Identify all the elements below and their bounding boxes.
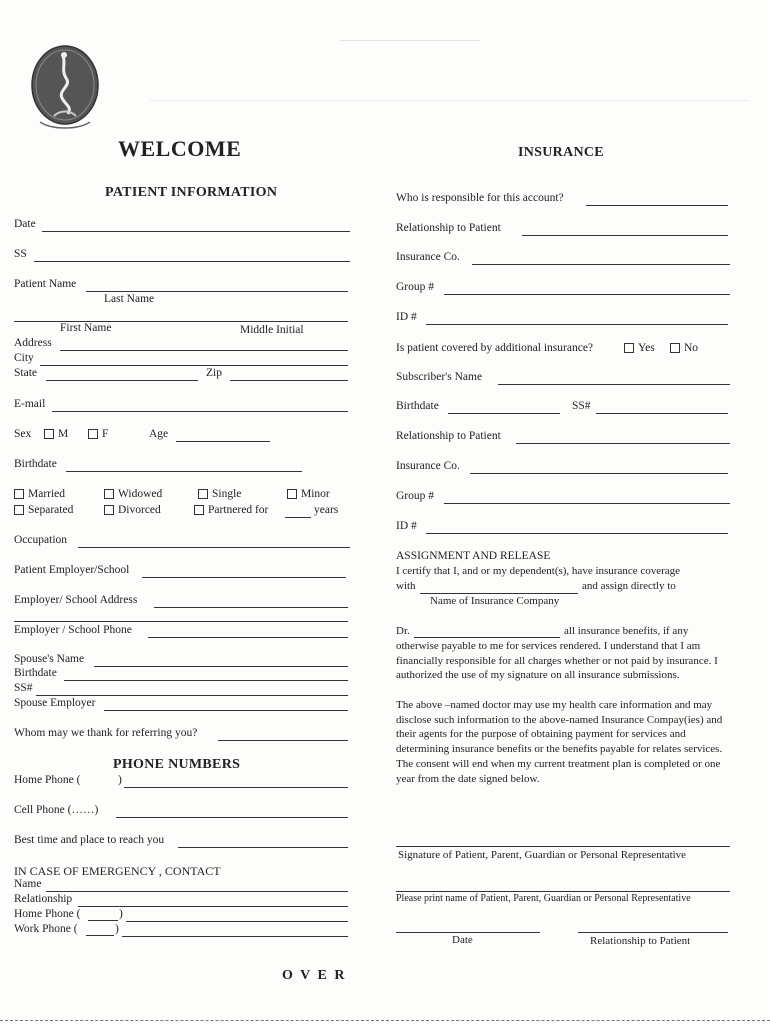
- ins-birthdate-label: Birthdate: [396, 400, 439, 412]
- insurance-co-1-label: Insurance Co.: [396, 251, 460, 263]
- separated-option[interactable]: [14, 504, 73, 516]
- relationship-2-label: Relationship to Patient: [396, 430, 501, 442]
- last-name-caption: Last Name: [104, 293, 155, 305]
- city-field[interactable]: [40, 365, 348, 366]
- emergency-name-label: Name: [14, 878, 42, 890]
- patient-info-heading: PATIENT INFORMATION: [105, 185, 278, 200]
- all-benefits-text: all insurance benefits, if any: [564, 625, 689, 637]
- relationship-sign-field[interactable]: [578, 932, 728, 933]
- widowed-option[interactable]: [104, 488, 162, 500]
- logo-seal-icon: [28, 44, 102, 132]
- single-option[interactable]: [198, 488, 241, 500]
- employer-phone-label: Employer / School Phone: [14, 624, 132, 636]
- date-label: Date: [14, 218, 36, 230]
- checkbox-icon: [194, 505, 204, 515]
- checkbox-icon: [104, 505, 114, 515]
- signature-caption: Signature of Patient, Parent, Guardian or Personal Representative: [398, 849, 687, 861]
- responsible-label: Who is responsible for this account?: [396, 192, 564, 204]
- employer-school-field[interactable]: [142, 577, 346, 578]
- insurance-co-1-field[interactable]: [472, 264, 730, 265]
- emergency-work-area-field[interactable]: [86, 935, 114, 936]
- employer-address-field[interactable]: [154, 607, 348, 608]
- insurance-company-field[interactable]: [420, 593, 578, 594]
- sex-f-label: F: [102, 428, 109, 440]
- single-label: Single: [212, 488, 242, 500]
- cell-phone-label: Cell Phone (……): [14, 804, 99, 816]
- subscriber-label: Subscriber's Name: [396, 371, 483, 383]
- assignment-heading: ASSIGNMENT AND RELEASE: [396, 550, 551, 562]
- relationship-1-field[interactable]: [522, 235, 728, 236]
- doctor-name-field[interactable]: [414, 637, 560, 638]
- over-text: O V E R: [282, 968, 347, 983]
- print-name-field[interactable]: [396, 891, 730, 892]
- subscriber-field[interactable]: [498, 384, 730, 385]
- dr-label: Dr.: [396, 625, 410, 637]
- spouse-name-field[interactable]: [94, 666, 348, 667]
- first-name-caption: First Name: [60, 322, 112, 334]
- married-option[interactable]: [14, 488, 65, 500]
- insurance-heading: INSURANCE: [518, 145, 604, 160]
- checkbox-icon: [88, 429, 98, 439]
- divorced-option[interactable]: [104, 504, 161, 516]
- ins-ss-field[interactable]: [596, 413, 728, 414]
- employer-school-label: Patient Employer/School: [14, 564, 130, 576]
- id-2-field[interactable]: [426, 533, 728, 534]
- occupation-field[interactable]: [78, 547, 350, 548]
- widowed-label: Widowed: [118, 488, 163, 500]
- home-phone-paren: ): [118, 774, 122, 786]
- address-label: Address: [14, 337, 52, 349]
- divorced-label: Divorced: [118, 504, 161, 516]
- spouse-ss-field[interactable]: [36, 695, 348, 696]
- best-time-field[interactable]: [178, 847, 348, 848]
- email-field[interactable]: [52, 411, 348, 412]
- best-time-label: Best time and place to reach you: [14, 834, 165, 846]
- employer-address-field-2[interactable]: [14, 621, 348, 622]
- consent-paragraph: The above –named doctor may use my health care information and may disclose such information to the above-named Insurance Compay(ies) and their agents for the purpose of obtaining payment for services and determining insurance benefits or the benefits payable for relates services. The consent will end when my current treatment plan is completed or one year from the date signed below.: [396, 699, 723, 785]
- minor-option[interactable]: [287, 488, 330, 500]
- state-field[interactable]: [46, 380, 198, 381]
- spouse-birthdate-field[interactable]: [64, 680, 348, 681]
- checkbox-icon: [287, 489, 297, 499]
- sex-m-label: M: [58, 428, 69, 440]
- cell-phone-field[interactable]: [116, 817, 348, 818]
- spouse-employer-field[interactable]: [104, 710, 348, 711]
- faint-header-line: [340, 40, 480, 41]
- married-label: Married: [28, 488, 66, 500]
- middle-initial-caption: Middle Initial: [240, 324, 304, 336]
- additional-insurance-label: Is patient covered by additional insurance?: [396, 342, 594, 354]
- employer-address-label: Employer/ School Address: [14, 594, 138, 606]
- birthdate-field[interactable]: [66, 471, 302, 472]
- release-paragraph: otherwise payable to me for services rendered. I understand that I am financially responsible for all charges whether or not paid by insurance. I authorized the use of my signature on all insurance submissions.: [396, 640, 718, 682]
- state-label: State: [14, 367, 37, 379]
- ss-label: SS: [14, 248, 27, 260]
- clinic-logo: [28, 44, 102, 135]
- partnered-label: Partnered for: [208, 504, 269, 516]
- relationship-3-caption: Relationship to Patient: [590, 935, 691, 947]
- insurance-co-2-label: Insurance Co.: [396, 460, 460, 472]
- checkbox-icon: [14, 489, 24, 499]
- checkbox-icon: [14, 505, 24, 515]
- checkbox-icon: [198, 489, 208, 499]
- minor-label: Minor: [301, 488, 330, 500]
- additional-yes-option[interactable]: [624, 342, 655, 354]
- insurance-co-2-field[interactable]: [470, 473, 728, 474]
- zip-label: Zip: [206, 367, 222, 379]
- checkbox-icon: [624, 343, 634, 353]
- age-label: Age: [149, 428, 169, 440]
- responsible-field[interactable]: [586, 205, 728, 206]
- separated-label: Separated: [28, 504, 74, 516]
- partnered-option[interactable]: [194, 504, 268, 516]
- age-field[interactable]: [176, 441, 270, 442]
- address-field[interactable]: [60, 350, 348, 351]
- spouse-employer-label: Spouse Employer: [14, 697, 96, 709]
- ins-ss-label: SS#: [572, 400, 591, 412]
- name-of-insurance-caption: Name of Insurance Company: [430, 595, 560, 607]
- welcome-title: WELCOME: [118, 136, 242, 161]
- patient-name-label: Patient Name: [14, 278, 77, 290]
- additional-no-option[interactable]: [670, 342, 698, 354]
- group-1-field[interactable]: [444, 294, 730, 295]
- emergency-home-paren: ): [119, 908, 123, 920]
- bottom-edge-line: [0, 1020, 770, 1021]
- employer-phone-field[interactable]: [148, 637, 348, 638]
- signature-field[interactable]: [396, 846, 730, 847]
- referral-label: Whom may we thank for referring you?: [14, 727, 198, 739]
- group-2-label: Group #: [396, 490, 435, 502]
- partnered-years-field[interactable]: [285, 517, 311, 518]
- home-phone-field[interactable]: [124, 787, 348, 788]
- sex-f-option[interactable]: [88, 428, 108, 440]
- years-label: years: [314, 504, 339, 516]
- emergency-work-paren: ): [115, 923, 119, 935]
- group-1-label: Group #: [396, 281, 435, 293]
- email-label: E-mail: [14, 398, 46, 410]
- ins-birthdate-field[interactable]: [448, 413, 560, 414]
- emergency-relationship-field[interactable]: [78, 906, 348, 907]
- checkbox-icon: [670, 343, 680, 353]
- last-name-field[interactable]: [86, 291, 348, 292]
- checkbox-icon: [104, 489, 114, 499]
- birthdate-label: Birthdate: [14, 458, 57, 470]
- sex-m-option[interactable]: [44, 428, 68, 440]
- ss-field[interactable]: [34, 261, 350, 262]
- spouse-name-label: Spouse's Name: [14, 653, 85, 665]
- zip-field[interactable]: [230, 380, 348, 381]
- emergency-work-phone-field[interactable]: [122, 936, 348, 937]
- city-label: City: [14, 352, 34, 364]
- certify-text: I certify that I, and or my dependent(s), have insurance coverage: [396, 565, 681, 577]
- sex-label: Sex: [14, 428, 32, 440]
- checkbox-icon: [44, 429, 54, 439]
- id-1-label: ID #: [396, 311, 417, 323]
- emergency-home-phone-field[interactable]: [126, 921, 348, 922]
- relationship-2-field[interactable]: [516, 443, 730, 444]
- emergency-name-field[interactable]: [46, 891, 348, 892]
- print-name-caption: Please print name of Patient, Parent, Guardian or Personal Representative: [396, 893, 691, 904]
- emergency-work-phone-label: Work Phone (: [14, 923, 78, 935]
- id-2-label: ID #: [396, 520, 417, 532]
- home-phone-label: Home Phone (: [14, 774, 81, 786]
- faint-header-line: [150, 100, 750, 101]
- emergency-home-area-field[interactable]: [88, 920, 118, 921]
- with-label: with: [396, 580, 416, 592]
- referral-field[interactable]: [218, 740, 348, 741]
- id-1-field[interactable]: [426, 324, 728, 325]
- occupation-label: Occupation: [14, 534, 68, 546]
- emergency-relationship-label: Relationship: [14, 893, 73, 905]
- group-2-field[interactable]: [444, 503, 730, 504]
- phone-numbers-heading: PHONE NUMBERS: [113, 757, 241, 772]
- assign-directly-text: and assign directly to: [582, 580, 676, 592]
- emergency-home-phone-label: Home Phone (: [14, 908, 81, 920]
- relationship-1-label: Relationship to Patient: [396, 222, 501, 234]
- spouse-ss-label: SS#: [14, 682, 33, 694]
- yes-label: Yes: [638, 342, 655, 354]
- date-sign-field[interactable]: [396, 932, 540, 933]
- date-field[interactable]: [42, 231, 350, 232]
- date-sign-caption: Date: [452, 934, 473, 946]
- emergency-heading: IN CASE OF EMERGENCY , CONTACT: [14, 864, 221, 878]
- no-label: No: [684, 342, 699, 354]
- spouse-birthdate-label: Birthdate: [14, 667, 57, 679]
